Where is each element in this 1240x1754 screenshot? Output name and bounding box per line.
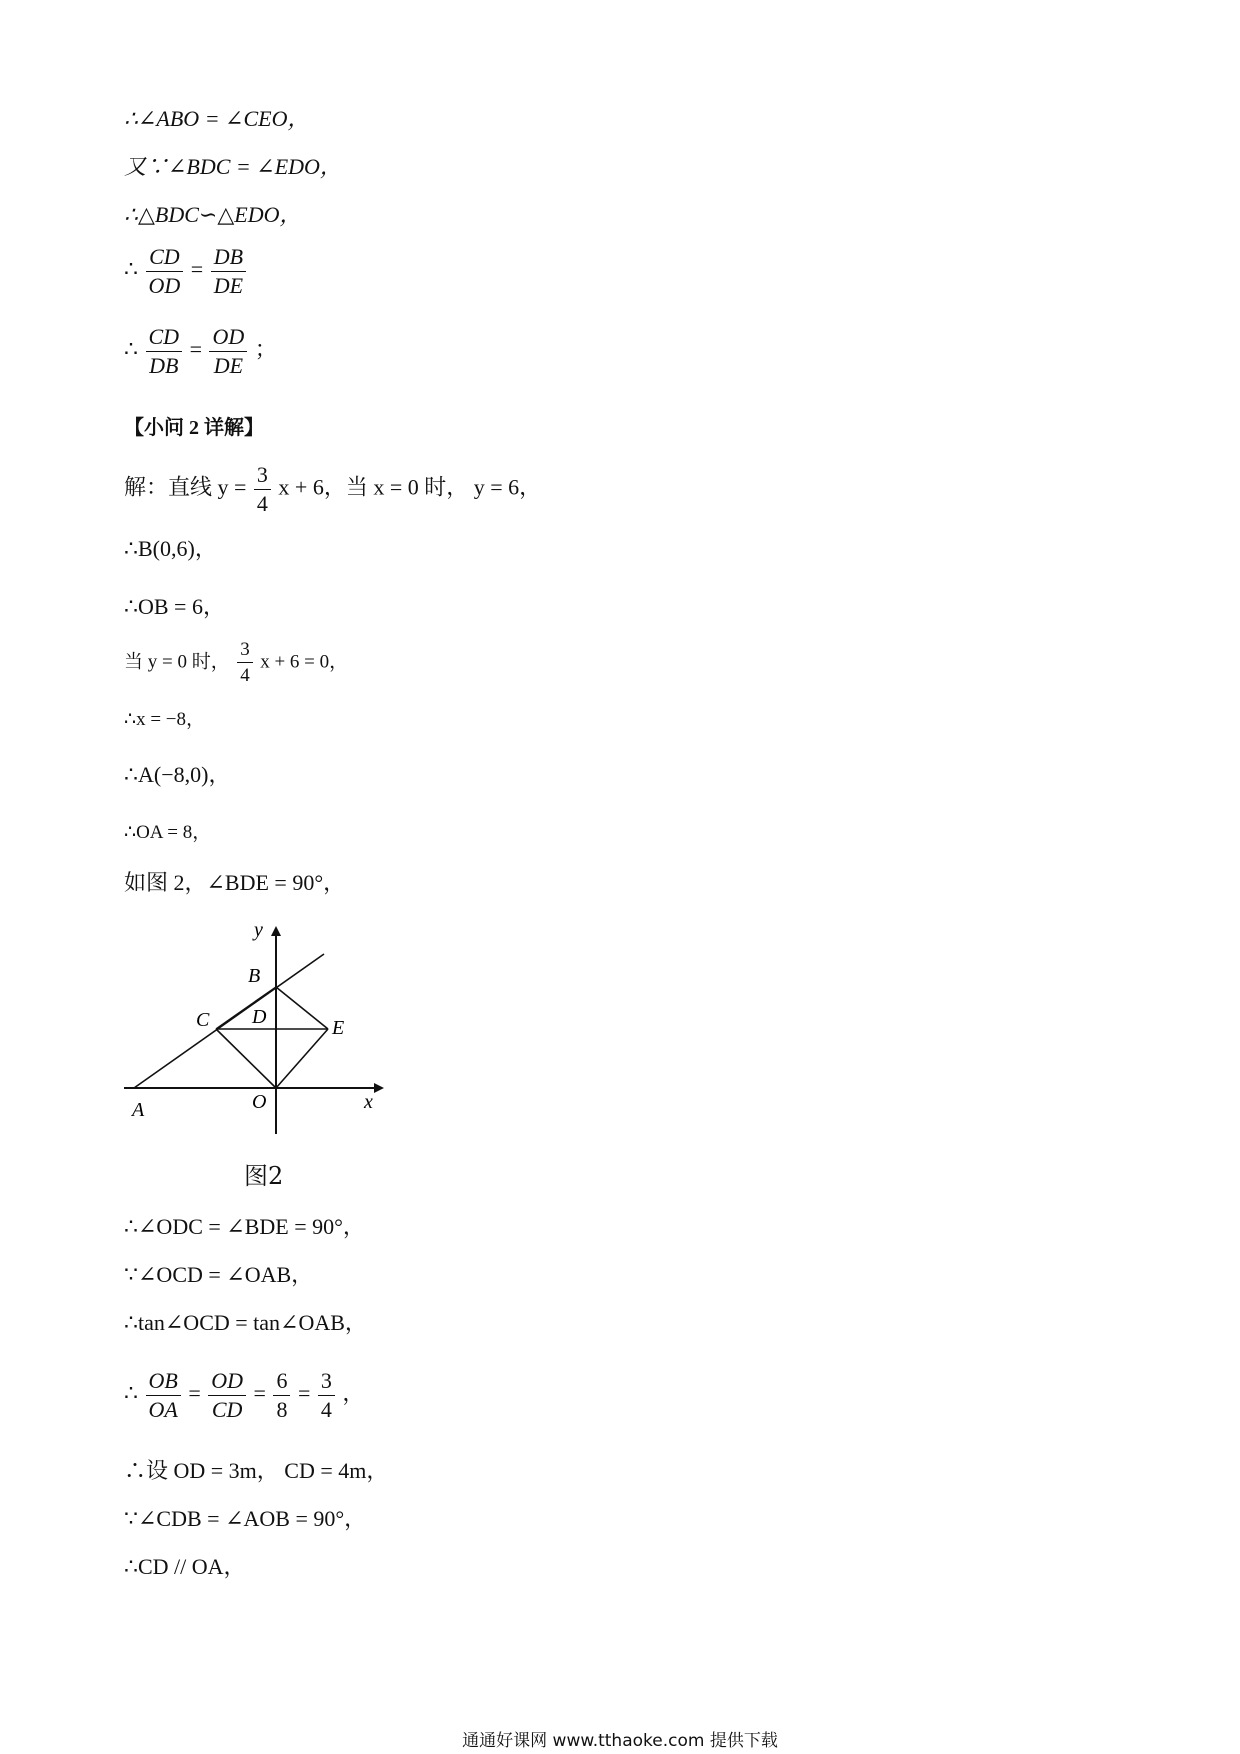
label-o: O bbox=[252, 1091, 267, 1113]
section-heading: 【小问 2 详解】 bbox=[124, 417, 264, 439]
segment-cb bbox=[216, 987, 276, 1029]
segment-oc bbox=[216, 1029, 276, 1088]
equals-sign: = bbox=[253, 1380, 266, 1406]
denominator: 8 bbox=[276, 1397, 288, 1422]
math-text: ∴B(0,6)， bbox=[124, 536, 217, 561]
proof-line-20 bbox=[124, 1504, 366, 1534]
figure-caption: 图2 bbox=[244, 1162, 284, 1190]
proof-line-10 bbox=[124, 640, 348, 685]
proof-line-16 bbox=[124, 1260, 313, 1290]
proof-line-17 bbox=[124, 1308, 367, 1338]
numerator: 3 bbox=[237, 640, 253, 663]
proof-line-9 bbox=[124, 592, 225, 622]
therefore-symbol: ∴ bbox=[124, 336, 138, 362]
equals-sign: = bbox=[188, 1380, 201, 1406]
math-text: ∴tan∠OCD = tan∠OAB， bbox=[124, 1310, 367, 1335]
denominator: OA bbox=[148, 1397, 178, 1422]
therefore-symbol: ∴ bbox=[124, 1380, 138, 1406]
proof-line-7 bbox=[124, 464, 541, 515]
denominator: DB bbox=[149, 353, 179, 378]
math-text: ∵∠OCD = ∠OAB， bbox=[124, 1262, 314, 1287]
text-segment: 当 y = 0 时， bbox=[124, 651, 230, 673]
numerator: 6 bbox=[273, 1370, 290, 1396]
denominator: OD bbox=[148, 273, 181, 298]
denominator: 4 bbox=[320, 1397, 332, 1422]
y-axis-arrow-icon bbox=[271, 926, 281, 936]
fraction bbox=[209, 326, 247, 377]
proof-line-5 bbox=[124, 326, 277, 377]
math-text: ∴CD // OA， bbox=[124, 1554, 246, 1579]
proof-line-8 bbox=[124, 534, 217, 564]
denominator: 4 bbox=[256, 491, 268, 516]
text-segment: x + 6，当 x = 0 时， y = 6， bbox=[278, 474, 542, 500]
math-text: 又∵∠BDC = ∠EDO， bbox=[124, 154, 342, 179]
fraction bbox=[237, 640, 253, 685]
denominator: DE bbox=[213, 273, 244, 298]
numerator: OD bbox=[209, 326, 247, 352]
numerator: 3 bbox=[254, 464, 271, 490]
label-x: x bbox=[364, 1091, 373, 1113]
line-ab bbox=[134, 954, 324, 1088]
text-segment: x + 6 = 0， bbox=[260, 651, 349, 673]
denominator: DE bbox=[213, 353, 244, 378]
proof-line-15 bbox=[124, 1212, 365, 1242]
math-text: ∴OA = 8， bbox=[124, 822, 212, 843]
proof-line-11 bbox=[124, 705, 205, 735]
proof-line-14 bbox=[124, 868, 345, 898]
equals-sign: = bbox=[190, 256, 204, 282]
x-axis-arrow-icon bbox=[374, 1083, 384, 1093]
numerator: CD bbox=[146, 326, 183, 352]
proof-line-2 bbox=[124, 152, 342, 182]
math-text: ∴设 OD = 3m， CD = 4m， bbox=[124, 1458, 389, 1483]
label-b: B bbox=[248, 965, 261, 987]
punctuation: ， bbox=[342, 1380, 365, 1406]
proof-line-19 bbox=[124, 1456, 388, 1486]
label-y: y bbox=[254, 922, 263, 941]
numerator: 3 bbox=[318, 1370, 335, 1396]
label-a: A bbox=[132, 1099, 145, 1121]
proof-line-18 bbox=[124, 1370, 364, 1421]
proof-line-13 bbox=[124, 818, 211, 848]
fraction bbox=[146, 326, 183, 377]
math-text: ∴∠ODC = ∠BDE = 90°， bbox=[124, 1214, 365, 1239]
numerator: OD bbox=[208, 1370, 246, 1396]
label-e: E bbox=[332, 1017, 345, 1039]
proof-line-21 bbox=[124, 1552, 246, 1582]
geometry-figure bbox=[124, 922, 404, 1152]
math-text: ∴x = −8， bbox=[124, 709, 206, 730]
numerator: OB bbox=[146, 1370, 181, 1396]
label-d: D bbox=[252, 1006, 267, 1028]
numerator: DB bbox=[211, 246, 246, 272]
math-text: ∴A(−8,0)， bbox=[124, 762, 231, 787]
math-text: ∵∠CDB = ∠AOB = 90°， bbox=[124, 1506, 367, 1531]
punctuation: ； bbox=[254, 336, 277, 362]
math-text: 如图 2，∠BDE = 90°， bbox=[124, 870, 346, 895]
math-text: ∴△BDC∽△EDO， bbox=[124, 202, 302, 227]
segment-eo bbox=[276, 1029, 328, 1088]
fraction bbox=[146, 246, 184, 297]
segment-be bbox=[276, 987, 328, 1029]
fraction bbox=[273, 1370, 290, 1421]
fraction bbox=[254, 464, 271, 515]
fraction bbox=[318, 1370, 335, 1421]
denominator: CD bbox=[211, 1397, 243, 1422]
denominator: 4 bbox=[240, 665, 250, 686]
fraction bbox=[211, 246, 246, 297]
label-c: C bbox=[196, 1009, 210, 1031]
page-footer: 通通好课网 www.tthaoke.com 提供下载 bbox=[462, 1731, 778, 1751]
math-text: ∴OB = 6， bbox=[124, 594, 225, 619]
text-segment: 解：直线 y = bbox=[124, 474, 247, 500]
fraction bbox=[208, 1370, 246, 1421]
equals-sign: = bbox=[189, 336, 202, 362]
math-text: ∴∠ABO = ∠CEO， bbox=[124, 106, 310, 131]
therefore-symbol: ∴ bbox=[124, 256, 138, 282]
equals-sign: = bbox=[297, 1380, 311, 1406]
proof-line-12 bbox=[124, 760, 230, 790]
numerator: CD bbox=[146, 246, 184, 272]
proof-line-3 bbox=[124, 200, 301, 230]
fraction bbox=[146, 1370, 181, 1421]
proof-line-1 bbox=[124, 104, 309, 134]
proof-line-4 bbox=[124, 246, 248, 297]
